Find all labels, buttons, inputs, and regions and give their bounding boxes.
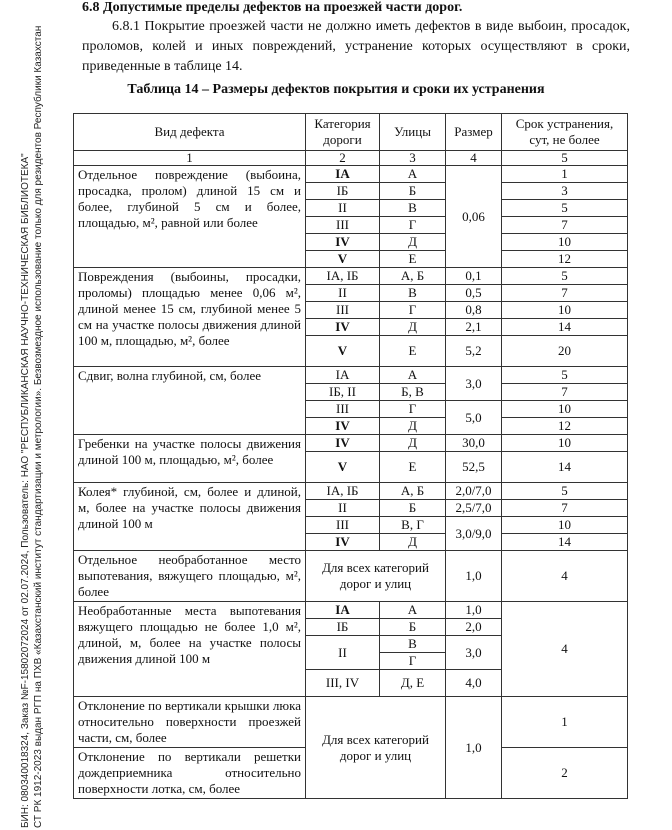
table-row xyxy=(74,166,628,183)
street-cell: А xyxy=(380,166,446,183)
table-row xyxy=(74,435,628,452)
header-defect: Вид дефекта xyxy=(74,114,306,151)
defect-description: Отдельное необработанное место выпотевания, вяжущего площадью, м², более xyxy=(74,551,306,602)
size-cell: 2,1 xyxy=(446,319,502,336)
col-number: 3 xyxy=(380,151,446,166)
category-cell: IA, IБ xyxy=(306,268,380,285)
size-cell: 1,0 xyxy=(446,697,502,799)
street-cell: Д xyxy=(380,418,446,435)
street-cell: Е xyxy=(380,336,446,367)
col-number: 2 xyxy=(306,151,380,166)
category-cell: IA, IБ xyxy=(306,483,380,500)
term-cell: 5 xyxy=(502,367,628,384)
street-cell: Д xyxy=(380,234,446,251)
col-number: 4 xyxy=(446,151,502,166)
term-cell: 14 xyxy=(502,452,628,483)
term-cell: 10 xyxy=(502,401,628,418)
size-cell: 5,2 xyxy=(446,336,502,367)
defect-description: Отклонение по вертикали крышки люка относительно поверхности проезжей части, см, более xyxy=(74,697,306,748)
term-cell: 4 xyxy=(502,551,628,602)
column-number-row xyxy=(74,151,628,166)
street-cell: Б xyxy=(380,183,446,200)
term-cell: 12 xyxy=(502,251,628,268)
term-cell: 14 xyxy=(502,319,628,336)
header-streets: Улицы xyxy=(380,114,446,151)
size-cell: 3,0 xyxy=(446,367,502,401)
street-cell: А, Б xyxy=(380,483,446,500)
term-cell: 2 xyxy=(502,748,628,799)
category-cell: IA xyxy=(306,367,380,384)
term-cell: 4 xyxy=(502,602,628,697)
defect-description: Отдельное повреждение (выбоина, просадка, пролом) длиной 15 см и более, глубиной 5 см и более, площадью, м², равной или более xyxy=(74,166,306,268)
street-cell: Г xyxy=(380,653,446,670)
all-categories-cell: Для всех категорий дорог и улиц xyxy=(306,697,446,799)
size-cell: 0,1 xyxy=(446,268,502,285)
term-cell: 5 xyxy=(502,268,628,285)
watermark-line-1: БИН: 080340018324, Заказ №F-15802072024 от 02.07.2024, Пользователь: НАО "РЕСПУБЛИКАНСКАЯ НАУЧНО-ТЕХНИЧЕСКАЯ БИБЛИОТЕКА" xyxy=(20,153,31,828)
street-cell: Б, В xyxy=(380,384,446,401)
street-cell: А xyxy=(380,602,446,619)
size-cell: 2,0 xyxy=(446,619,502,636)
category-cell: II xyxy=(306,500,380,517)
term-cell: 10 xyxy=(502,234,628,251)
street-cell: Е xyxy=(380,452,446,483)
table-row xyxy=(74,268,628,285)
category-cell: IБ xyxy=(306,183,380,200)
category-cell: II xyxy=(306,285,380,302)
table-title: Таблица 14 – Размеры дефектов покрытия и сроки их устранения xyxy=(127,82,545,97)
category-cell: II xyxy=(306,636,380,670)
table-row xyxy=(74,697,628,748)
street-cell: В xyxy=(380,200,446,217)
category-cell: IБ, II xyxy=(306,384,380,401)
size-cell: 0,06 xyxy=(446,166,502,268)
term-cell: 5 xyxy=(502,200,628,217)
header-size: Размер xyxy=(446,114,502,151)
size-cell: 0,8 xyxy=(446,302,502,319)
category-cell: IA xyxy=(306,602,380,619)
street-cell: А, Б xyxy=(380,268,446,285)
term-cell: 3 xyxy=(502,183,628,200)
category-cell: IA xyxy=(306,166,380,183)
category-cell: IV xyxy=(306,319,380,336)
term-cell: 1 xyxy=(502,166,628,183)
street-cell: Б xyxy=(380,619,446,636)
category-cell: IV xyxy=(306,418,380,435)
table-row xyxy=(74,551,628,602)
defect-description: Отклонение по вертикали решетки дождеприемника относительно поверхности лотка, см, более xyxy=(74,748,306,799)
size-cell: 4,0 xyxy=(446,670,502,697)
street-cell: А xyxy=(380,367,446,384)
size-cell: 52,5 xyxy=(446,452,502,483)
street-cell: В xyxy=(380,636,446,653)
category-cell: IБ xyxy=(306,619,380,636)
category-cell: III xyxy=(306,217,380,234)
size-cell: 0,5 xyxy=(446,285,502,302)
size-cell: 1,0 xyxy=(446,551,502,602)
header-term: Срок устранения, сут, не более xyxy=(502,114,628,151)
size-cell: 3,0/9,0 xyxy=(446,517,502,551)
size-cell: 5,0 xyxy=(446,401,502,435)
category-cell: II xyxy=(306,200,380,217)
term-cell: 10 xyxy=(502,435,628,452)
term-cell: 10 xyxy=(502,517,628,534)
term-cell: 1 xyxy=(502,697,628,748)
street-cell: В xyxy=(380,285,446,302)
watermark-line-2: СТ РК 1912-2023 выдан РГП на ПХВ «Казахстанский институт стандартизации и метрологии». Безвозмездное использование только для резидентов Республики Казахстан xyxy=(33,25,44,828)
section-heading: 6.8 Допустимые пределы дефектов на проезжей части дорог. xyxy=(82,0,463,15)
all-categories-cell: Для всех категорий дорог и улиц xyxy=(306,551,446,602)
table-header-row xyxy=(74,114,628,151)
defect-description: Сдвиг, волна глубиной, см, более xyxy=(74,367,306,435)
table-row xyxy=(74,483,628,500)
term-cell: 14 xyxy=(502,534,628,551)
section-paragraph: 6.8.1 Покрытие проезжей части не должно иметь дефектов в виде выбоин, просадок, проломов, колей и иных повреждений, устранение которых осуществляют в сроки, приведенные в таблице 14. xyxy=(82,19,630,74)
category-cell: IV xyxy=(306,234,380,251)
defect-description: Гребенки на участке полосы движения длиной 100 м, площадью, м², более xyxy=(74,435,306,483)
category-cell: III xyxy=(306,517,380,534)
category-cell: IV xyxy=(306,534,380,551)
defect-description: Повреждения (выбоины, просадки, проломы) площадью менее 0,06 м², длиной менее 15 см, глубиной менее 5 см на участке полосы движения длиной 100 м, площадью, м², более xyxy=(74,268,306,367)
table-row xyxy=(74,367,628,384)
street-cell: Г xyxy=(380,401,446,418)
street-cell: Г xyxy=(380,302,446,319)
defects-table xyxy=(73,113,628,799)
street-cell: Б xyxy=(380,500,446,517)
size-cell: 2,0/7,0 xyxy=(446,483,502,500)
term-cell: 7 xyxy=(502,285,628,302)
street-cell: Д xyxy=(380,534,446,551)
table-row xyxy=(74,602,628,619)
header-category: Категория дороги xyxy=(306,114,380,151)
size-cell: 2,5/7,0 xyxy=(446,500,502,517)
size-cell: 1,0 xyxy=(446,602,502,619)
street-cell: Д xyxy=(380,319,446,336)
term-cell: 10 xyxy=(502,302,628,319)
street-cell: В, Г xyxy=(380,517,446,534)
street-cell: Д xyxy=(380,435,446,452)
col-number: 1 xyxy=(74,151,306,166)
col-number: 5 xyxy=(502,151,628,166)
term-cell: 12 xyxy=(502,418,628,435)
category-cell: V xyxy=(306,336,380,367)
category-cell: V xyxy=(306,452,380,483)
category-cell: IV xyxy=(306,435,380,452)
defect-description: Колея* глубиной, см, более и длиной, м, более на участке полосы движения длиной 100 м xyxy=(74,483,306,551)
street-cell: Г xyxy=(380,217,446,234)
term-cell: 7 xyxy=(502,384,628,401)
category-cell: III xyxy=(306,302,380,319)
size-cell: 3,0 xyxy=(446,636,502,670)
category-cell: III, IV xyxy=(306,670,380,697)
street-cell: Е xyxy=(380,251,446,268)
term-cell: 7 xyxy=(502,500,628,517)
street-cell: Д, Е xyxy=(380,670,446,697)
term-cell: 7 xyxy=(502,217,628,234)
category-cell: III xyxy=(306,401,380,418)
term-cell: 20 xyxy=(502,336,628,367)
term-cell: 5 xyxy=(502,483,628,500)
watermark-sidebar xyxy=(0,0,50,830)
defect-description: Необработанные места выпотевания вяжущего площадью не более 1,0 м², длиной, м, более на участке полосы движения длиной 100 м xyxy=(74,602,306,697)
category-cell: V xyxy=(306,251,380,268)
size-cell: 30,0 xyxy=(446,435,502,452)
